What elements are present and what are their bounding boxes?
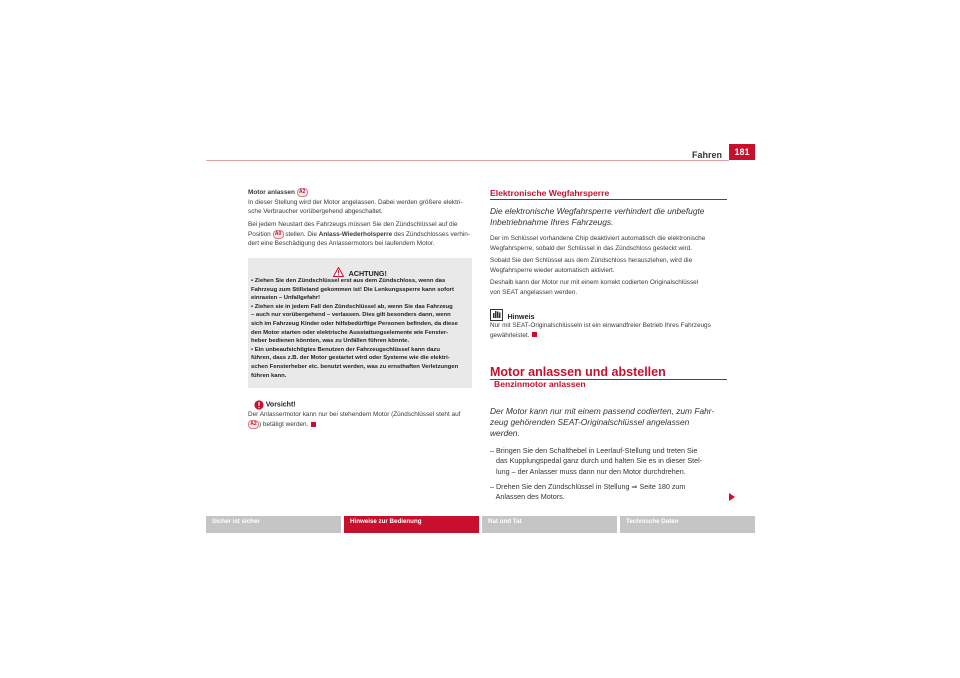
tab-rat-und-tat[interactable]: Rat und Tat	[482, 516, 617, 533]
warning-box	[248, 258, 472, 388]
bullet-icon: •	[251, 303, 255, 310]
position-badge-icon: A0	[273, 230, 284, 239]
heading-motor-anlassen-abstellen: Motor anlassen und abstellen	[490, 365, 666, 379]
warning-item-text: Ziehen Sie den Zündschlüssel erst aus dem Zündschloss, wenn das Fahrzeug zum Stillstand gekommen ist! Die Lenkungssperre kann sofort einrasten – Unfallgefahr!	[251, 278, 454, 302]
step-2: – Drehen Sie den Zündschlüssel in Stellung ⇒ Seite 180 zum Anlassen des Motors.	[490, 482, 686, 502]
position-badge-icon: A2	[248, 420, 259, 429]
position-badge-icon: A2	[297, 188, 308, 197]
warning-triangle-icon	[333, 267, 344, 277]
warning-item-text: Ein unbeaufsichtigtes Benutzen der Fahrzeugschlüssel kann dazu führen, dass z.B. der Motor gestartet wird oder Systeme wie die elektri- schen Fensterheber etc. benutzt werden, was zu ernsthaften Verletzungen führen kann.	[251, 346, 459, 379]
note-hand-icon	[490, 309, 503, 321]
note-block	[490, 321, 728, 340]
text-2-post: des Zündschlosses verhin-	[393, 230, 470, 238]
warning-item	[251, 346, 471, 380]
caution-text-2: ) betätigt werden.	[259, 421, 309, 429]
lead-benzinmotor: Der Motor kann nur mit einem passend codierten, zum Fahr- zeug gehörenden SEAT-Originalschlüssel angelassen werden.	[490, 406, 715, 439]
chapter-title: Fahren	[691, 150, 722, 160]
section-title-wegfahrsperre: Elektronische Wegfahrsperre	[490, 188, 610, 198]
end-marker-icon	[532, 332, 537, 337]
motor-anlassen-text-2a: Bei jedem Neustart des Fahrzeugs müssen Sie den Zündschlüssel auf die	[248, 220, 458, 228]
motor-anlassen-text-1: In dieser Stellung wird der Motor angelassen. Dabei werden größere elektri-	[248, 198, 463, 206]
bullet-icon: •	[251, 346, 255, 353]
warning-item-text: Ziehen sie in jedem Fall den Zündschlüssel ab, wenn Sie das Fahrzeug – auch nur vorübergehend – verlassen. Dies gilt besonders dann, wenn sich im Fahrzeug Kinder oder hilfsbedürftige Personen befinden, da diese den Motor starten oder elektrische Ausstattungselemente wie Fenster- heber bedienen könnten, was zu Unfällen führen könnte.	[251, 303, 458, 345]
caution-exclamation-icon	[254, 400, 264, 410]
step-1: – Bringen Sie den Schalthebel in Leerlauf-Stellung und treten Sie das Kupplungspedal ganz durch und halten Sie es in dieser Stel- lung – der Anlasser muss dann nur den Motor durchdrehen.	[490, 446, 703, 476]
wegfahrsperre-text-1: Der im Schlüssel vorhandene Chip deaktiviert automatisch die elektronische Wegfahrsperre, sobald der Schlüssel in das Zündschloss gesteckt wird.	[490, 235, 706, 252]
wegfahrsperre-text-2: Sobald Sie den Schlüssel aus dem Zündschloss herausziehen, wird die Wegfahrsperre wieder automatisch aktiviert.	[490, 257, 693, 274]
text-2-bold: Anlass-Wiederholsperre	[318, 230, 393, 238]
wegfahrsperre-text-3: Deshalb kann der Motor nur mit einem korrekt codierten Originalschlüssel von SEAT angelassen werden.	[490, 279, 699, 296]
bullet-icon: •	[251, 278, 255, 284]
header-rule	[206, 160, 729, 161]
tab-technische-daten[interactable]: Technische Daten	[620, 516, 755, 533]
caution-text-1: Der Anlassermotor kann nur bei stehendem Motor (Zündschlüssel steht auf	[248, 411, 461, 419]
motor-anlassen-text-1b: sche Verbraucher vorübergehend abgeschaltet.	[248, 208, 383, 216]
page-number: 181	[729, 144, 755, 160]
motor-anlassen-block	[248, 188, 474, 249]
warning-list	[251, 277, 471, 380]
note-title: Hinweis	[507, 312, 535, 321]
warning-item	[251, 277, 471, 303]
tab-sicher-ist-sicher[interactable]: Sicher ist sicher	[206, 516, 341, 533]
warning-item	[251, 303, 471, 346]
warning-title: ACHTUNG!	[348, 269, 387, 278]
motor-anlassen-text-2c: dert eine Beschädigung des Anlassermotors bei laufendem Motor.	[248, 240, 435, 248]
tab-hinweise-zur-bedienung[interactable]: Hinweise zur Bedienung	[344, 516, 479, 533]
note-text: Nur mit SEAT-Originalschlüsseln ist ein einwandfreier Betrieb Ihres Fahrzeugs gewährleistet.	[490, 322, 711, 339]
motor-anlassen-title: Motor anlassen	[248, 189, 295, 197]
end-marker-icon	[311, 422, 316, 427]
footer-tab-bar	[206, 516, 755, 533]
text-2-mid: stellen. Die	[285, 230, 317, 238]
lead-wegfahrsperre: Die elektronische Wegfahrsperre verhindert die unbefugte Inbetriebnahme Ihres Fahrzeugs.	[490, 206, 705, 228]
text-2-pre: Position	[248, 230, 271, 238]
continue-arrow-icon	[729, 493, 735, 501]
caution-block	[248, 400, 474, 430]
section-rule	[490, 199, 727, 200]
section-title-benzinmotor: Benzinmotor anlassen	[494, 379, 586, 389]
caution-title: Vorsicht!	[265, 401, 296, 409]
